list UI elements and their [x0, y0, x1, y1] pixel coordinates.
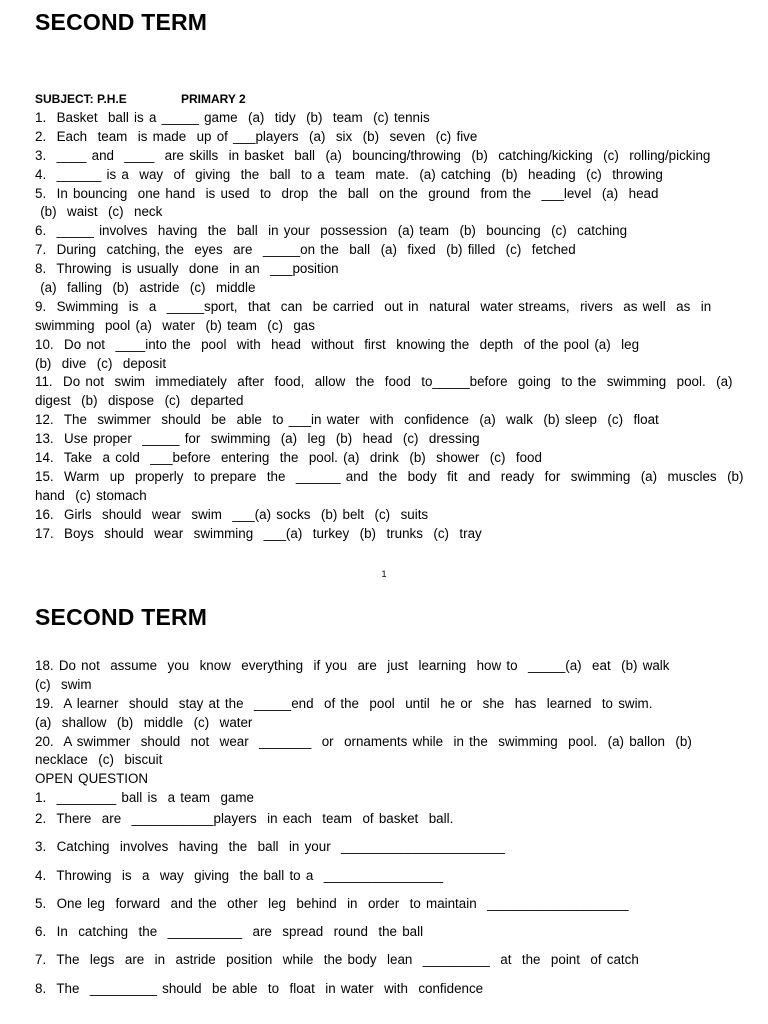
question-line: 3. ____ and ____ are skills in basket ball (a) bouncing/throwing (b) catching/kicking (c) rolling/picking — [35, 147, 711, 163]
question-line: swimming pool (a) water (b) team (c) gas — [35, 317, 315, 333]
open-question-line: 4. Throwing is a way giving the ball to a ________________ — [35, 867, 443, 883]
question-line: 12. The swimmer should be able to ___in water with confidence (a) walk (b) sleep (c) float — [35, 412, 659, 428]
open-question-line: 3. Catching involves having the ball in your ______________________ — [35, 839, 505, 855]
question-list — [35, 657, 725, 808]
page-title: SECOND TERM — [35, 9, 208, 35]
question-line: 6. _____ involves having the ball in your possession (a) team (b) bouncing (c) catching — [35, 223, 628, 239]
question-line: 5. In bouncing one hand is used to drop the ball on the ground from the ___level (a) head — [35, 185, 659, 201]
open-question-line: 2. There are ___________players in each team of basket ball. — [35, 811, 454, 826]
open-question-line: 5. One leg forward and the other leg behind in order to maintain ___________________ — [35, 895, 629, 911]
question-line: 17. Boys should wear swimming ___(a) turkey (b) trunks (c) tray — [35, 525, 482, 541]
question-line: 10. Do not ____into the pool with head without first knowing the depth of the pool (a) leg — [35, 336, 640, 352]
class-level: PRIMARY 2 — [181, 92, 246, 106]
question-list — [35, 109, 744, 543]
question-line: (b) dive (c) deposit — [35, 355, 167, 371]
question-line: digest (b) dispose (c) departed — [35, 393, 244, 409]
question-line: 18. Do not assume you know everything if you are just learning how to _____(a) eat (b) walk — [35, 658, 670, 673]
open-question-line: 8. The _________ should be able to float in water with confidence — [35, 980, 484, 996]
question-line: 1. Basket ball is a _____ game (a) tidy (b) team (c) tennis — [35, 110, 430, 125]
open-question-line: 6. In catching the __________ are spread round the ball — [35, 924, 424, 940]
question-line: hand (c) stomach — [35, 487, 147, 503]
subject-label: SUBJECT: P.H.E — [35, 92, 127, 106]
question-line: 11. Do not swim immediately after food, allow the food to_____before going to the swimming pool. (a) — [35, 374, 733, 390]
open-question-line: 7. The legs are in astride position while the body lean _________ at the point of catch — [35, 952, 639, 968]
question-line: 20. A swimmer should not wear _______ or ornaments while in the swimming pool. (a) ballon (b) — [35, 733, 692, 749]
question-line: (a) falling (b) astride (c) middle — [35, 280, 256, 296]
question-line: 14. Take a cold ___before entering the pool. (a) drink (b) shower (c) food — [35, 450, 542, 466]
question-line: 8. Throwing is usually done in an ___position — [35, 261, 339, 277]
question-line: 2. Each team is made up of ___players (a) six (b) seven (c) five — [35, 128, 478, 144]
question-line: (b) waist (c) neck — [35, 204, 163, 220]
section-heading: OPEN QUESTION — [35, 771, 149, 787]
question-line: (a) shallow (b) middle (c) water — [35, 714, 253, 730]
question-line: (c) swim — [35, 676, 92, 692]
question-line: 4. ______ is a way of giving the ball to a team mate. (a) catching (b) heading (c) throwing — [35, 166, 663, 182]
page-number: 1 — [381, 569, 387, 579]
question-line: necklace (c) biscuit — [35, 752, 163, 768]
question-line: 19. A learner should stay at the _____end of the pool until he or she has learned to swim. — [35, 695, 653, 711]
open-question-list — [35, 810, 735, 1008]
question-line: 16. Girls should wear swim ___(a) socks (b) belt (c) suits — [35, 506, 429, 522]
question-line: 7. During catching, the eyes are _____on the ball (a) fixed (b) filled (c) fetched — [35, 242, 576, 258]
question-line: 1. ________ ball is a team game — [35, 790, 254, 806]
question-line: 15. Warm up properly to prepare the ______ and the body fit and ready for swimming (a) muscles (b) — [35, 468, 744, 484]
page-title: SECOND TERM — [35, 604, 208, 630]
question-line: 13. Use proper _____ for swimming (a) leg (b) head (c) dressing — [35, 431, 480, 447]
subject-row — [35, 90, 246, 109]
question-line: 9. Swimming is a _____sport, that can be carried out in natural water streams, rivers as well as in — [35, 298, 712, 314]
